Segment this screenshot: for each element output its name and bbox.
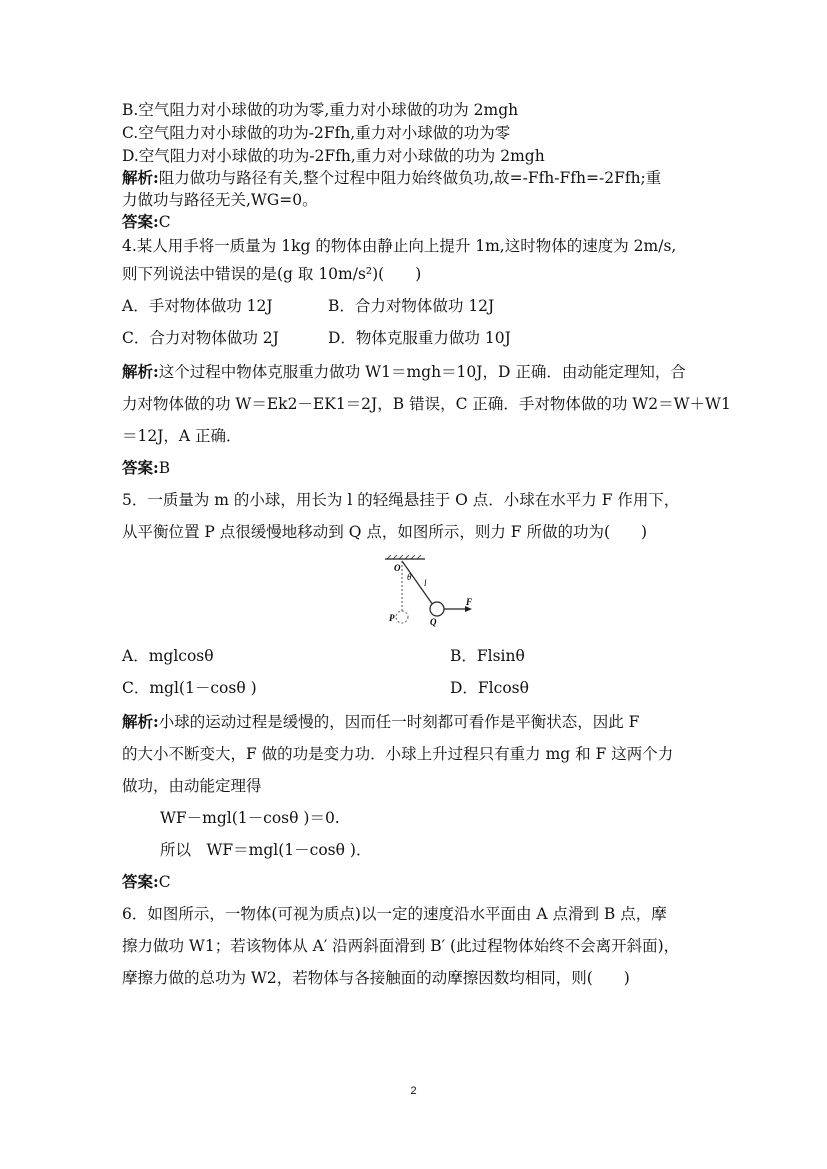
q5-analysis-3: 做功，由动能定理得 [122,777,262,795]
q5-option-c: C．mgl(1－cosθ ) [122,679,257,697]
label-o: O [394,563,401,573]
pendulum-figure [380,555,485,635]
option-c-line: C.空气阻力对小球做的功为-2Ffh,重力对小球做的功为零 [122,124,511,142]
q4-option-a: A．手对物体做功 12J [122,297,273,315]
analysis-line-2: 力做功与路径无关,WG=0。 [122,191,318,209]
q4-option-d: D．物体克服重力做功 10J [328,329,511,347]
option-d-line: D.空气阻力对小球做的功为-2Ffh,重力对小球做的功为 2mgh [122,147,545,165]
q4-analysis-1 [122,362,686,382]
q4-analysis-text: 这个过程中物体克服重力做功 W1＝mgh＝10J，D 正确．由动能定理知，合 [158,363,686,381]
answer-line [122,212,171,232]
q5-stem-2: 从平衡位置 P 点很缓慢地移动到 Q 点，如图所示，则力 F 所做的功为( ) [122,523,648,541]
q5-answer-line [122,872,171,892]
answer-label: 答案: [122,212,159,231]
q4-answer-line [122,458,170,478]
q6-stem-3: 摩擦力做的总功为 W2，若物体与各接触面的动摩擦因数均相同，则( ) [122,969,630,987]
q5-analysis-2: 的大小不断变大，F 做的功是变力功．小球上升过程只有重力 mg 和 F 这两个力 [122,745,674,763]
q5-analysis-label: 解析: [122,712,159,731]
q5-option-d: D．Flcosθ [450,679,529,697]
q5-answer-label: 答案: [122,872,159,891]
label-q: Q [430,617,437,627]
label-p: P [389,613,395,623]
q5-analysis-text: 小球的运动过程是缓慢的，因而任一时刻都可看作是平衡状态，因此 F [158,713,640,731]
answer-value: C [158,213,171,231]
q5-equation-2: 所以 WF＝mgl(1－cosθ )． [160,841,372,859]
q4-option-c: C．合力对物体做功 2J [122,329,279,347]
page-number: 2 [410,1085,417,1097]
q4-stem-2: 则下列说法中错误的是(g 取 10m/s²)( ) [122,265,422,283]
option-b-line: B.空气阻力对小球做的功为零,重力对小球做的功为 2mgh [122,101,519,119]
analysis-label: 解析: [122,168,159,187]
q5-option-a: A．mglcosθ [122,647,214,665]
q4-analysis-label: 解析: [122,362,159,381]
analysis-text: 阻力做功与路径有关,整个过程中阻力始终做负功,故=-Ffh-Ffh=-2Ffh;重 [158,169,662,187]
q4-answer-label: 答案: [122,458,159,477]
q4-analysis-2: 力对物体做的功 W＝Ek2－EK1＝2J，B 错误，C 正确．手对物体做的功 W2＝W＋W1 [122,395,731,413]
label-theta: θ [407,572,412,582]
q4-option-b: B．合力对物体做功 12J [328,297,495,315]
q6-stem-2: 擦力做功 W1；若该物体从 A′ 沿两斜面滑到 B′ (此过程物体始终不会离开斜面)， [122,937,680,955]
q5-answer-value: C [158,873,171,891]
q5-equation-1: WF－mgl(1－cosθ )＝0. [160,809,340,827]
analysis-line [122,168,661,188]
q5-option-b: B．Flsinθ [450,647,525,665]
q4-analysis-3: ＝12J，A 正确． [122,427,242,445]
q5-stem-1: 5．一质量为 m 的小球，用长为 l 的轻绳悬挂于 O 点．小球在水平力 F 作用下， [122,491,680,509]
q5-analysis-1 [122,712,639,732]
label-f: F [466,597,473,607]
label-l: l [424,578,427,588]
q6-stem-1: 6．如图所示，一物体(可视为质点)以一定的速度沿水平面由 A 点滑到 B 点，摩 [122,905,667,923]
q4-stem-1: 4.某人用手将一质量为 1kg 的物体由静止向上提升 1m,这时物体的速度为 2m/s, [122,237,677,255]
q4-answer-value: B [158,459,171,477]
